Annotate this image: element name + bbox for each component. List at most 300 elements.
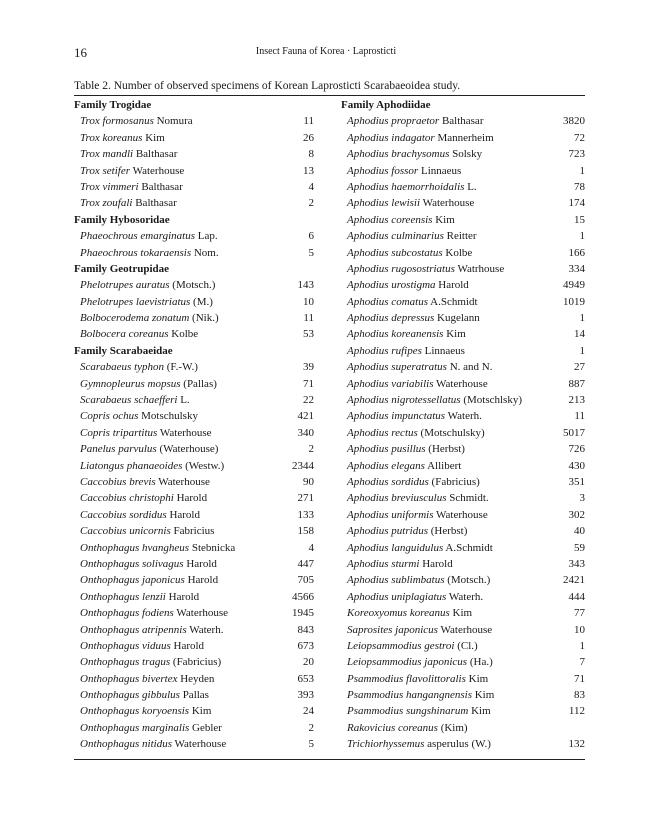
species-authority: Waterhouse bbox=[436, 377, 488, 390]
species-binomial: Aphodius urostigma bbox=[347, 279, 436, 292]
species-row bbox=[341, 507, 585, 523]
species-authority: (Ha.) bbox=[469, 656, 493, 669]
specimen-count: 133 bbox=[297, 508, 314, 521]
species-row bbox=[341, 310, 585, 326]
species-name bbox=[341, 261, 504, 277]
species-authority: Nomura bbox=[156, 115, 193, 128]
species-binomial: Trox zoufali bbox=[80, 197, 133, 210]
specimen-count: 421 bbox=[297, 410, 314, 423]
species-binomial: Onthophagus marginalis bbox=[80, 721, 190, 734]
species-row bbox=[74, 736, 314, 752]
species-binomial: Aphodius sturmi bbox=[347, 557, 420, 570]
species-row bbox=[341, 195, 585, 211]
specimen-count: 4566 bbox=[292, 590, 314, 603]
species-authority: (Westw.) bbox=[185, 459, 225, 472]
species-binomial: Scarabaeus typhon bbox=[80, 361, 165, 374]
species-row bbox=[341, 687, 585, 703]
species-authority: Waterh. bbox=[448, 590, 484, 603]
species-binomial: Aphodius rugosostriatus bbox=[347, 262, 455, 275]
species-authority: A.Schmidt bbox=[445, 541, 493, 554]
species-authority: (Motsch.) bbox=[172, 279, 216, 292]
species-name bbox=[74, 622, 223, 638]
species-row bbox=[341, 589, 585, 605]
specimen-count: 1 bbox=[579, 312, 585, 325]
specimen-count: 40 bbox=[574, 525, 585, 538]
species-row bbox=[341, 540, 585, 556]
specimen-count: 1 bbox=[579, 164, 585, 177]
family-heading bbox=[74, 212, 314, 228]
species-name bbox=[74, 425, 212, 441]
species-name bbox=[341, 736, 491, 752]
specimen-count: 1 bbox=[579, 230, 585, 243]
species-name bbox=[341, 671, 488, 687]
specimen-count: 11 bbox=[574, 410, 585, 423]
species-binomial: Koreoxyomus koreanus bbox=[347, 607, 450, 620]
species-authority: (M.) bbox=[193, 295, 213, 308]
species-binomial: Aphodius haemorrhoidalis bbox=[347, 180, 465, 193]
table-top-rule bbox=[74, 95, 585, 96]
species-authority: (Kim) bbox=[440, 721, 468, 734]
species-row bbox=[341, 212, 585, 228]
species-row bbox=[74, 277, 314, 293]
species-name bbox=[74, 638, 204, 654]
species-row bbox=[74, 294, 314, 310]
species-row bbox=[74, 605, 314, 621]
species-row bbox=[74, 392, 314, 408]
species-name bbox=[74, 113, 193, 129]
species-name bbox=[341, 523, 467, 539]
species-name bbox=[74, 572, 218, 588]
species-row bbox=[74, 556, 314, 572]
species-name bbox=[341, 556, 453, 572]
species-row bbox=[341, 130, 585, 146]
species-authority: Harold bbox=[422, 557, 453, 570]
species-authority: Allibert bbox=[427, 459, 462, 472]
species-row bbox=[341, 261, 585, 277]
family-heading bbox=[74, 97, 314, 113]
species-row bbox=[74, 654, 314, 670]
species-authority: (F.-W.) bbox=[166, 361, 198, 374]
species-row bbox=[341, 654, 585, 670]
species-authority: Waterhouse bbox=[176, 607, 229, 620]
species-name bbox=[341, 146, 482, 162]
species-authority: (Motschlsky) bbox=[463, 394, 522, 407]
species-name bbox=[74, 703, 211, 719]
species-row bbox=[74, 703, 314, 719]
species-name bbox=[341, 622, 492, 638]
species-binomial: Psammodius sungshinarum bbox=[347, 705, 469, 718]
species-name bbox=[341, 638, 478, 654]
specimen-count: 271 bbox=[297, 492, 314, 505]
species-authority: N. and N. bbox=[449, 361, 493, 374]
species-binomial: Aphodius pusillus bbox=[347, 443, 426, 456]
species-name bbox=[341, 458, 461, 474]
species-authority: Harold bbox=[169, 508, 200, 521]
species-name bbox=[74, 605, 228, 621]
species-name bbox=[74, 195, 177, 211]
species-row bbox=[74, 622, 314, 638]
species-binomial: Psammodius hangangnensis bbox=[347, 689, 472, 702]
table-caption: Table 2. Number of observed specimens of Korean Laprosticti Scarabaeoidea study. bbox=[74, 80, 461, 92]
species-binomial: Copris tripartitus bbox=[80, 426, 158, 439]
specimen-count: 7 bbox=[579, 656, 585, 669]
species-name bbox=[74, 179, 183, 195]
specimen-count: 653 bbox=[297, 672, 314, 685]
specimen-count: 430 bbox=[568, 459, 585, 472]
specimen-count: 20 bbox=[303, 656, 314, 669]
running-header: Insect Fauna of Korea · Laprosticti bbox=[255, 46, 397, 57]
specimen-count: 6 bbox=[308, 230, 314, 243]
species-row bbox=[341, 474, 585, 490]
specimen-count: 4 bbox=[308, 541, 314, 554]
specimen-count: 112 bbox=[568, 705, 585, 718]
species-binomial: Onthophagus atripennis bbox=[80, 623, 187, 636]
species-name bbox=[341, 507, 488, 523]
species-name bbox=[341, 572, 490, 588]
species-authority: Waterhouse bbox=[436, 508, 488, 521]
specimen-count: 1945 bbox=[292, 607, 314, 620]
species-authority: Waterhouse bbox=[159, 426, 212, 439]
species-authority: Kugelann bbox=[437, 312, 480, 325]
species-authority: L. bbox=[467, 180, 477, 193]
species-authority: (Herbst) bbox=[430, 525, 468, 538]
species-row bbox=[74, 572, 314, 588]
species-binomial: Aphodius nigrotessellatus bbox=[347, 394, 461, 407]
species-row bbox=[341, 343, 585, 359]
species-authority: L. bbox=[180, 394, 190, 407]
species-binomial: Aphodius brachysomus bbox=[347, 148, 450, 161]
specimen-count: 2 bbox=[308, 443, 314, 456]
specimen-count: 71 bbox=[303, 377, 314, 390]
species-authority: Harold bbox=[187, 574, 219, 587]
specimen-count: 5 bbox=[308, 246, 314, 259]
species-name bbox=[74, 474, 210, 490]
species-name bbox=[74, 523, 214, 539]
species-row bbox=[341, 392, 585, 408]
species-row bbox=[341, 556, 585, 572]
specimen-count: 158 bbox=[297, 525, 314, 538]
specimen-count: 53 bbox=[303, 328, 314, 341]
specimen-count: 887 bbox=[568, 377, 585, 390]
page-number: 16 bbox=[74, 45, 87, 60]
species-authority: Harold bbox=[173, 639, 205, 652]
family-heading bbox=[341, 97, 585, 113]
specimen-count: 340 bbox=[297, 426, 314, 439]
species-name bbox=[341, 392, 522, 408]
species-name bbox=[74, 589, 199, 605]
species-authority: Harold bbox=[186, 557, 217, 570]
species-name bbox=[341, 130, 494, 146]
species-binomial: Onthophagus solivagus bbox=[80, 557, 184, 570]
species-name bbox=[74, 507, 200, 523]
species-name bbox=[74, 408, 198, 424]
species-authority: (Pallas) bbox=[183, 377, 217, 390]
species-row bbox=[341, 408, 585, 424]
species-authority: Nom. bbox=[193, 246, 219, 259]
species-row bbox=[74, 245, 314, 261]
species-row bbox=[341, 425, 585, 441]
species-name bbox=[74, 146, 177, 162]
species-binomial: Bolbocera coreanus bbox=[80, 328, 169, 341]
species-row bbox=[341, 326, 585, 342]
specimen-count: 77 bbox=[574, 607, 585, 620]
species-name bbox=[341, 212, 455, 228]
species-authority: Heyden bbox=[180, 672, 215, 685]
species-binomial: Onthophagus bivertex bbox=[80, 672, 178, 685]
specimen-count: 673 bbox=[297, 639, 314, 652]
specimen-count: 72 bbox=[574, 131, 585, 144]
species-name bbox=[74, 163, 184, 179]
specimen-count: 174 bbox=[568, 197, 585, 210]
specimen-count: 705 bbox=[297, 574, 314, 587]
species-row bbox=[74, 507, 314, 523]
species-binomial: Onthophagus nitidus bbox=[80, 738, 172, 751]
specimen-count: 444 bbox=[568, 590, 585, 603]
species-row bbox=[74, 130, 314, 146]
species-name bbox=[341, 326, 466, 342]
species-binomial: Caccobius unicornis bbox=[80, 525, 171, 538]
species-name bbox=[341, 376, 488, 392]
specimen-count: 4 bbox=[308, 180, 314, 193]
species-row bbox=[341, 441, 585, 457]
family-heading bbox=[74, 343, 314, 359]
family-name: Family Geotrupidae bbox=[74, 262, 170, 275]
species-row bbox=[74, 425, 314, 441]
species-binomial: Onthophagus japonicus bbox=[80, 574, 185, 587]
specimen-count: 723 bbox=[568, 148, 585, 161]
species-row bbox=[341, 228, 585, 244]
specimen-count: 5 bbox=[308, 738, 314, 751]
species-row bbox=[74, 490, 314, 506]
species-binomial: Aphodius variabilis bbox=[347, 377, 434, 390]
species-name bbox=[74, 277, 215, 293]
species-name bbox=[74, 540, 235, 556]
species-authority: Motschulsky bbox=[141, 410, 198, 423]
species-row bbox=[341, 245, 585, 261]
species-authority: Harold bbox=[176, 492, 208, 505]
species-binomial: Liatongus phanaeoides bbox=[80, 459, 183, 472]
species-authority: Stebnicka bbox=[191, 541, 236, 554]
specimen-count: 8 bbox=[308, 148, 314, 161]
species-authority: Kolbe bbox=[445, 246, 473, 259]
species-row bbox=[74, 408, 314, 424]
species-binomial: Saprosites japonicus bbox=[347, 623, 438, 636]
species-row bbox=[341, 605, 585, 621]
species-row bbox=[74, 687, 314, 703]
species-binomial: Aphodius putridus bbox=[347, 525, 428, 538]
specimen-count: 27 bbox=[574, 361, 585, 374]
species-name bbox=[74, 654, 221, 670]
specimen-count: 24 bbox=[303, 705, 314, 718]
species-binomial: Aphodius impunctatus bbox=[347, 410, 446, 423]
family-name: Family Trogidae bbox=[74, 99, 152, 111]
species-name bbox=[341, 441, 465, 457]
species-name bbox=[341, 359, 492, 375]
species-row bbox=[341, 359, 585, 375]
species-binomial: Aphodius sublimbatus bbox=[347, 574, 445, 587]
species-authority: Waterhouse bbox=[422, 197, 475, 210]
species-authority: (Cl.) bbox=[457, 639, 478, 652]
species-row bbox=[341, 113, 585, 129]
species-authority: Watrhouse bbox=[457, 262, 505, 275]
specimen-count: 166 bbox=[568, 246, 585, 259]
species-binomial: Onthophagus fodiens bbox=[80, 607, 174, 620]
species-name bbox=[74, 687, 209, 703]
species-name bbox=[341, 703, 491, 719]
species-authority: Schmidt. bbox=[449, 492, 489, 505]
species-binomial: Phaeochrous emarginatus bbox=[80, 230, 195, 243]
species-row bbox=[341, 490, 585, 506]
species-row bbox=[74, 359, 314, 375]
species-authority: Balthasar bbox=[135, 148, 178, 161]
species-row bbox=[74, 228, 314, 244]
species-binomial: Bolbocerodema zonatum bbox=[80, 312, 190, 325]
species-name bbox=[74, 556, 217, 572]
species-binomial: Aphodius sordidus bbox=[347, 475, 429, 488]
species-row bbox=[74, 163, 314, 179]
species-authority: Balthasar bbox=[135, 197, 177, 210]
species-binomial: Onthophagus hvangheus bbox=[80, 541, 190, 554]
specimen-count: 132 bbox=[568, 738, 585, 751]
species-name bbox=[74, 245, 219, 261]
specimen-count: 213 bbox=[568, 394, 585, 407]
species-name bbox=[341, 277, 469, 293]
species-row bbox=[74, 326, 314, 342]
species-authority: Waterhouse bbox=[158, 475, 210, 488]
specimen-count: 11 bbox=[303, 312, 314, 325]
species-row bbox=[341, 163, 585, 179]
species-row bbox=[341, 376, 585, 392]
species-row bbox=[341, 622, 585, 638]
species-authority: Waterh. bbox=[189, 623, 224, 636]
species-row bbox=[74, 441, 314, 457]
species-binomial: Aphodius superatratus bbox=[347, 361, 447, 374]
species-name bbox=[74, 490, 207, 506]
species-row bbox=[74, 671, 314, 687]
species-row bbox=[341, 720, 585, 736]
specimen-count: 4949 bbox=[563, 279, 585, 292]
species-authority: Kim bbox=[452, 607, 473, 620]
species-row bbox=[74, 589, 314, 605]
family-name: Family Aphodiidae bbox=[341, 99, 431, 111]
specimen-count: 39 bbox=[303, 361, 314, 374]
species-row bbox=[341, 671, 585, 687]
species-authority: Kolbe bbox=[171, 328, 199, 341]
species-binomial: Onthophagus viduus bbox=[80, 639, 171, 652]
species-name bbox=[341, 163, 461, 179]
species-binomial: Aphodius comatus bbox=[347, 295, 428, 308]
species-binomial: Aphodius lewisii bbox=[347, 197, 421, 210]
species-binomial: Aphodius koreanensis bbox=[347, 328, 444, 341]
species-name bbox=[341, 113, 483, 129]
specimen-count: 393 bbox=[297, 689, 314, 702]
family-name: Family Hybosoridae bbox=[74, 213, 170, 226]
species-binomial: Aphodius elegans bbox=[347, 459, 425, 472]
species-authority: (Nik.) bbox=[192, 312, 219, 325]
species-name bbox=[74, 671, 214, 687]
species-binomial: Trox vimmeri bbox=[80, 180, 139, 193]
species-binomial: Trox formosanus bbox=[80, 115, 154, 128]
specimen-count: 3820 bbox=[563, 115, 585, 128]
specimen-count: 2421 bbox=[563, 574, 585, 587]
species-binomial: Onthophagus koryoensis bbox=[80, 705, 190, 718]
species-row bbox=[341, 277, 585, 293]
species-name bbox=[74, 720, 222, 736]
species-binomial: Aphodius fossor bbox=[347, 164, 419, 177]
table-left-column bbox=[74, 97, 314, 753]
species-name bbox=[74, 441, 218, 457]
species-binomial: Onthophagus tragus bbox=[80, 656, 171, 669]
species-name bbox=[74, 228, 218, 244]
species-authority: Waterhouse bbox=[440, 623, 493, 636]
species-binomial: Phaeochrous tokaraensis bbox=[80, 246, 192, 259]
species-binomial: Aphodius depressus bbox=[347, 312, 435, 325]
species-name bbox=[341, 540, 493, 556]
species-authority: Kim bbox=[191, 705, 212, 718]
specimen-count: 71 bbox=[574, 672, 585, 685]
species-binomial: Copris ochus bbox=[80, 410, 139, 423]
specimen-count: 26 bbox=[303, 131, 314, 144]
species-authority: (Fabricius) bbox=[172, 656, 222, 669]
species-binomial: Rakovicius coreanus bbox=[347, 721, 438, 734]
species-authority: Balthasar bbox=[141, 180, 183, 193]
species-authority: Linnaeus bbox=[424, 344, 465, 357]
species-name bbox=[341, 605, 472, 621]
species-row bbox=[74, 113, 314, 129]
specimen-count: 726 bbox=[568, 443, 585, 456]
species-name bbox=[341, 490, 489, 506]
species-name bbox=[74, 294, 213, 310]
species-name bbox=[341, 425, 485, 441]
species-binomial: Psammodius flavolittoralis bbox=[347, 672, 466, 685]
species-binomial: Aphodius culminarius bbox=[347, 230, 444, 243]
specimen-count: 59 bbox=[574, 541, 585, 554]
species-authority: Kim bbox=[474, 689, 495, 702]
species-row bbox=[341, 146, 585, 162]
species-authority: Pallas bbox=[182, 689, 209, 702]
specimen-count: 5017 bbox=[563, 426, 585, 439]
species-binomial: Panelus parvulus bbox=[80, 443, 157, 456]
species-row bbox=[74, 195, 314, 211]
species-authority: Waterhouse bbox=[132, 164, 185, 177]
table-right-column bbox=[341, 97, 585, 753]
species-authority: Fabricius bbox=[173, 525, 215, 538]
species-name bbox=[341, 245, 472, 261]
species-row bbox=[341, 572, 585, 588]
specimen-count: 1 bbox=[579, 344, 585, 357]
species-binomial: Scarabaeus schaefferi bbox=[80, 394, 178, 407]
species-binomial: Aphodius indagator bbox=[347, 131, 435, 144]
species-authority: (Motschulsky) bbox=[420, 426, 485, 439]
species-row bbox=[74, 474, 314, 490]
species-name bbox=[341, 654, 493, 670]
species-binomial: Aphodius propraetor bbox=[347, 115, 440, 128]
species-row bbox=[74, 310, 314, 326]
species-binomial: Aphodius uniplagiatus bbox=[347, 590, 447, 603]
species-binomial: Trox koreanus bbox=[80, 131, 143, 144]
species-authority: A.Schmidt bbox=[430, 295, 478, 308]
species-row bbox=[341, 458, 585, 474]
species-authority: Linnaeus bbox=[420, 164, 462, 177]
specimen-count: 343 bbox=[568, 557, 585, 570]
species-authority: Mannerheim bbox=[437, 131, 494, 144]
species-name bbox=[74, 392, 190, 408]
specimen-count: 3 bbox=[579, 492, 585, 505]
specimen-count: 447 bbox=[297, 557, 314, 570]
family-name: Family Scarabaeidae bbox=[74, 344, 173, 357]
species-binomial: Leiopsammodius japonicus bbox=[347, 656, 468, 669]
species-name bbox=[341, 589, 483, 605]
